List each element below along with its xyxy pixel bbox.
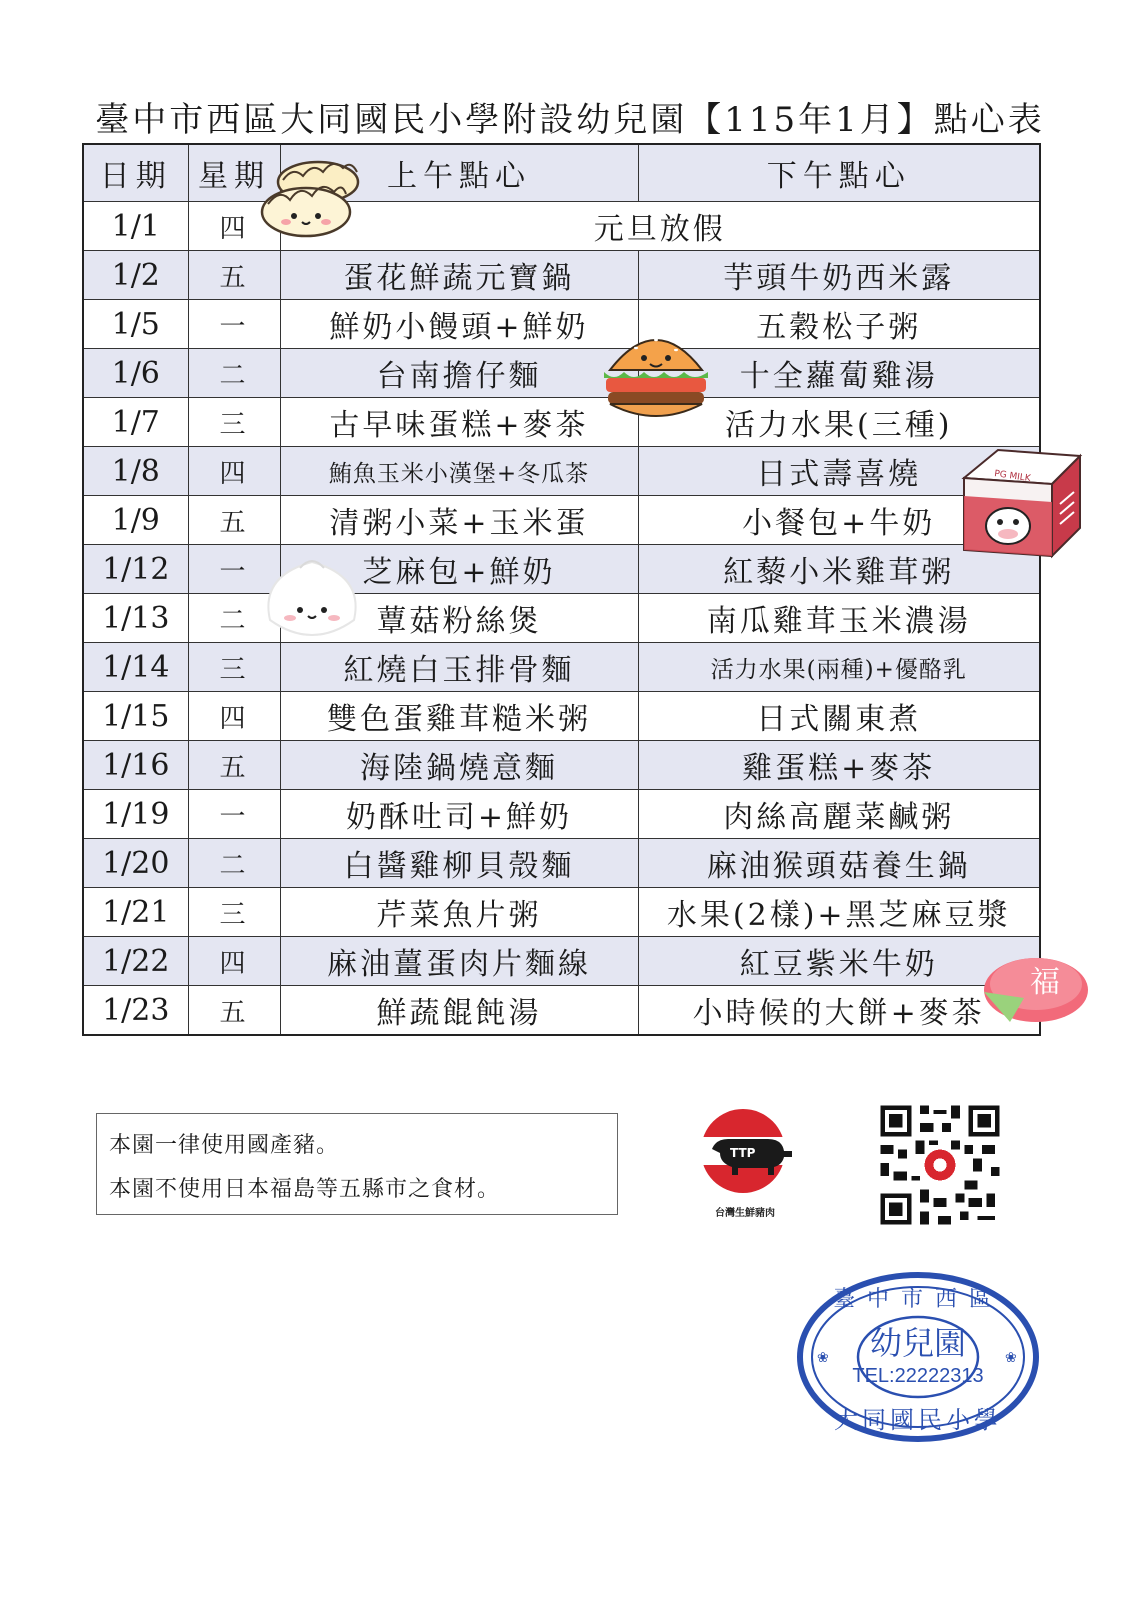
cell-afternoon: 水果(2樣)+黑芝麻豆漿 [638, 888, 1040, 937]
table-row [83, 741, 1040, 790]
cell-date: 1/15 [83, 692, 188, 741]
table-row [83, 349, 1040, 398]
cell-weekday: 二 [188, 839, 280, 888]
cell-weekday: 三 [188, 398, 280, 447]
table-row [83, 594, 1040, 643]
cell-afternoon: 日式壽喜燒 [638, 447, 1040, 496]
cell-date: 1/7 [83, 398, 188, 447]
cell-afternoon: 活力水果(兩種)+優酪乳 [638, 643, 1040, 692]
table-row [83, 692, 1040, 741]
cell-afternoon: 五穀松子粥 [638, 300, 1040, 349]
table-row [83, 202, 1040, 251]
milk-carton-illustration [954, 440, 1090, 564]
cell-date: 1/2 [83, 251, 188, 300]
cell-weekday: 五 [188, 496, 280, 545]
table-row [83, 986, 1040, 1036]
cell-morning: 鮮蔬餛飩湯 [280, 986, 638, 1036]
header-date: 日期 [83, 144, 188, 202]
cell-date: 1/21 [83, 888, 188, 937]
cell-weekday: 二 [188, 594, 280, 643]
stamp-phone: TEL:22222313 [852, 1365, 984, 1387]
steamed-bun-illustration [256, 548, 368, 652]
cell-afternoon: 十全蘿蔔雞湯 [638, 349, 1040, 398]
stamp-bottom-text: 大同國民小學 [834, 1406, 1002, 1434]
header-weekday: 星期 [188, 144, 280, 202]
note-line: 本園一律使用國產豬。 [109, 1133, 340, 1158]
cell-date: 1/5 [83, 300, 188, 349]
note-line: 本園不使用日本福島等五縣市之食材。 [109, 1177, 501, 1202]
dumpling-illustration [258, 152, 368, 242]
cell-morning: 鮮奶小饅頭+鮮奶 [280, 300, 638, 349]
cell-weekday: 五 [188, 986, 280, 1036]
cell-date: 1/6 [83, 349, 188, 398]
cell-weekday: 三 [188, 888, 280, 937]
cell-weekday: 四 [188, 447, 280, 496]
table-row [83, 545, 1040, 594]
cell-date: 1/9 [83, 496, 188, 545]
table-row [83, 398, 1040, 447]
table-row [83, 839, 1040, 888]
cell-date: 1/1 [83, 202, 188, 251]
cell-afternoon: 麻油猴頭菇養生鍋 [638, 839, 1040, 888]
cell-morning: 蛋花鮮蔬元寶鍋 [280, 251, 638, 300]
cell-afternoon: 雞蛋糕+麥茶 [638, 741, 1040, 790]
cell-weekday: 三 [188, 643, 280, 692]
cell-weekday: 四 [188, 937, 280, 986]
cell-morning: 台南擔仔麵 [280, 349, 638, 398]
cell-afternoon: 小餐包+牛奶 [638, 496, 1040, 545]
cell-holiday: 元旦放假 [280, 202, 1040, 251]
cell-afternoon: 紅藜小米雞茸粥 [638, 545, 1040, 594]
table-row [83, 300, 1040, 349]
cell-afternoon: 小時候的大餅+麥茶 [638, 986, 1040, 1036]
table-row [83, 888, 1040, 937]
cell-morning: 清粥小菜+玉米蛋 [280, 496, 638, 545]
header-morning: 上午點心 [280, 144, 638, 202]
cell-date: 1/14 [83, 643, 188, 692]
table-row [83, 643, 1040, 692]
cell-date: 1/8 [83, 447, 188, 496]
table-row [83, 937, 1040, 986]
qr-code [876, 1101, 1004, 1229]
cell-afternoon: 活力水果(三種) [638, 398, 1040, 447]
cell-afternoon: 南瓜雞茸玉米濃湯 [638, 594, 1040, 643]
cell-weekday: 一 [188, 300, 280, 349]
table-row [83, 496, 1040, 545]
cell-date: 1/12 [83, 545, 188, 594]
cell-weekday: 二 [188, 349, 280, 398]
pork-logo-caption: 台灣生鮮豬肉 [715, 1208, 775, 1219]
cell-afternoon: 芋頭牛奶西米露 [638, 251, 1040, 300]
cell-weekday: 一 [188, 545, 280, 594]
cell-morning: 古早味蛋糕+麥茶 [280, 398, 638, 447]
cell-morning: 芹菜魚片粥 [280, 888, 638, 937]
header-afternoon: 下午點心 [638, 144, 1040, 202]
stamp-flower-left: ❀ [817, 1350, 829, 1366]
cell-date: 1/19 [83, 790, 188, 839]
cell-morning: 紅燒白玉排骨麵 [280, 643, 638, 692]
cell-weekday: 四 [188, 202, 280, 251]
cell-weekday: 一 [188, 790, 280, 839]
cell-morning: 芝麻包+鮮奶 [280, 545, 638, 594]
cell-weekday: 五 [188, 251, 280, 300]
cell-morning: 奶酥吐司+鮮奶 [280, 790, 638, 839]
cake-fu-mark: 福 [1030, 965, 1060, 1000]
milk-carton-label: PG MILK [993, 469, 1032, 485]
table-row [83, 790, 1040, 839]
page-title: 臺中市西區大同國民小學附設幼兒園【115年1月】點心表 [95, 100, 1045, 140]
cell-date: 1/16 [83, 741, 188, 790]
stamp-center-text: 幼兒園 [869, 1324, 967, 1362]
stamp-top-text: 臺中市西區 [832, 1287, 1004, 1312]
cell-weekday: 四 [188, 692, 280, 741]
cell-morning: 雙色蛋雞茸糙米粥 [280, 692, 638, 741]
cell-afternoon: 日式關東煮 [638, 692, 1040, 741]
cell-morning: 海陸鍋燒意麵 [280, 741, 638, 790]
cell-date: 1/13 [83, 594, 188, 643]
school-stamp [793, 1268, 1043, 1446]
cell-afternoon: 肉絲高麗菜鹹粥 [638, 790, 1040, 839]
pork-logo-mark: TTP [730, 1146, 756, 1160]
notes-box [96, 1113, 618, 1215]
table-header-row [83, 144, 1040, 202]
snack-table [82, 143, 1041, 1036]
stamp-flower-right: ❀ [1005, 1350, 1017, 1366]
cell-afternoon: 紅豆紫米牛奶 [638, 937, 1040, 986]
table-row [83, 251, 1040, 300]
cell-date: 1/20 [83, 839, 188, 888]
cell-morning: 蕈菇粉絲煲 [280, 594, 638, 643]
cell-morning: 白醬雞柳貝殼麵 [280, 839, 638, 888]
burger-illustration [596, 318, 716, 428]
cell-morning: 鮪魚玉米小漢堡+冬瓜茶 [280, 447, 638, 496]
cell-weekday: 五 [188, 741, 280, 790]
cake-illustration [974, 940, 1092, 1034]
cell-morning: 麻油薑蛋肉片麵線 [280, 937, 638, 986]
table-row [83, 447, 1040, 496]
cell-date: 1/23 [83, 986, 188, 1036]
cell-date: 1/22 [83, 937, 188, 986]
